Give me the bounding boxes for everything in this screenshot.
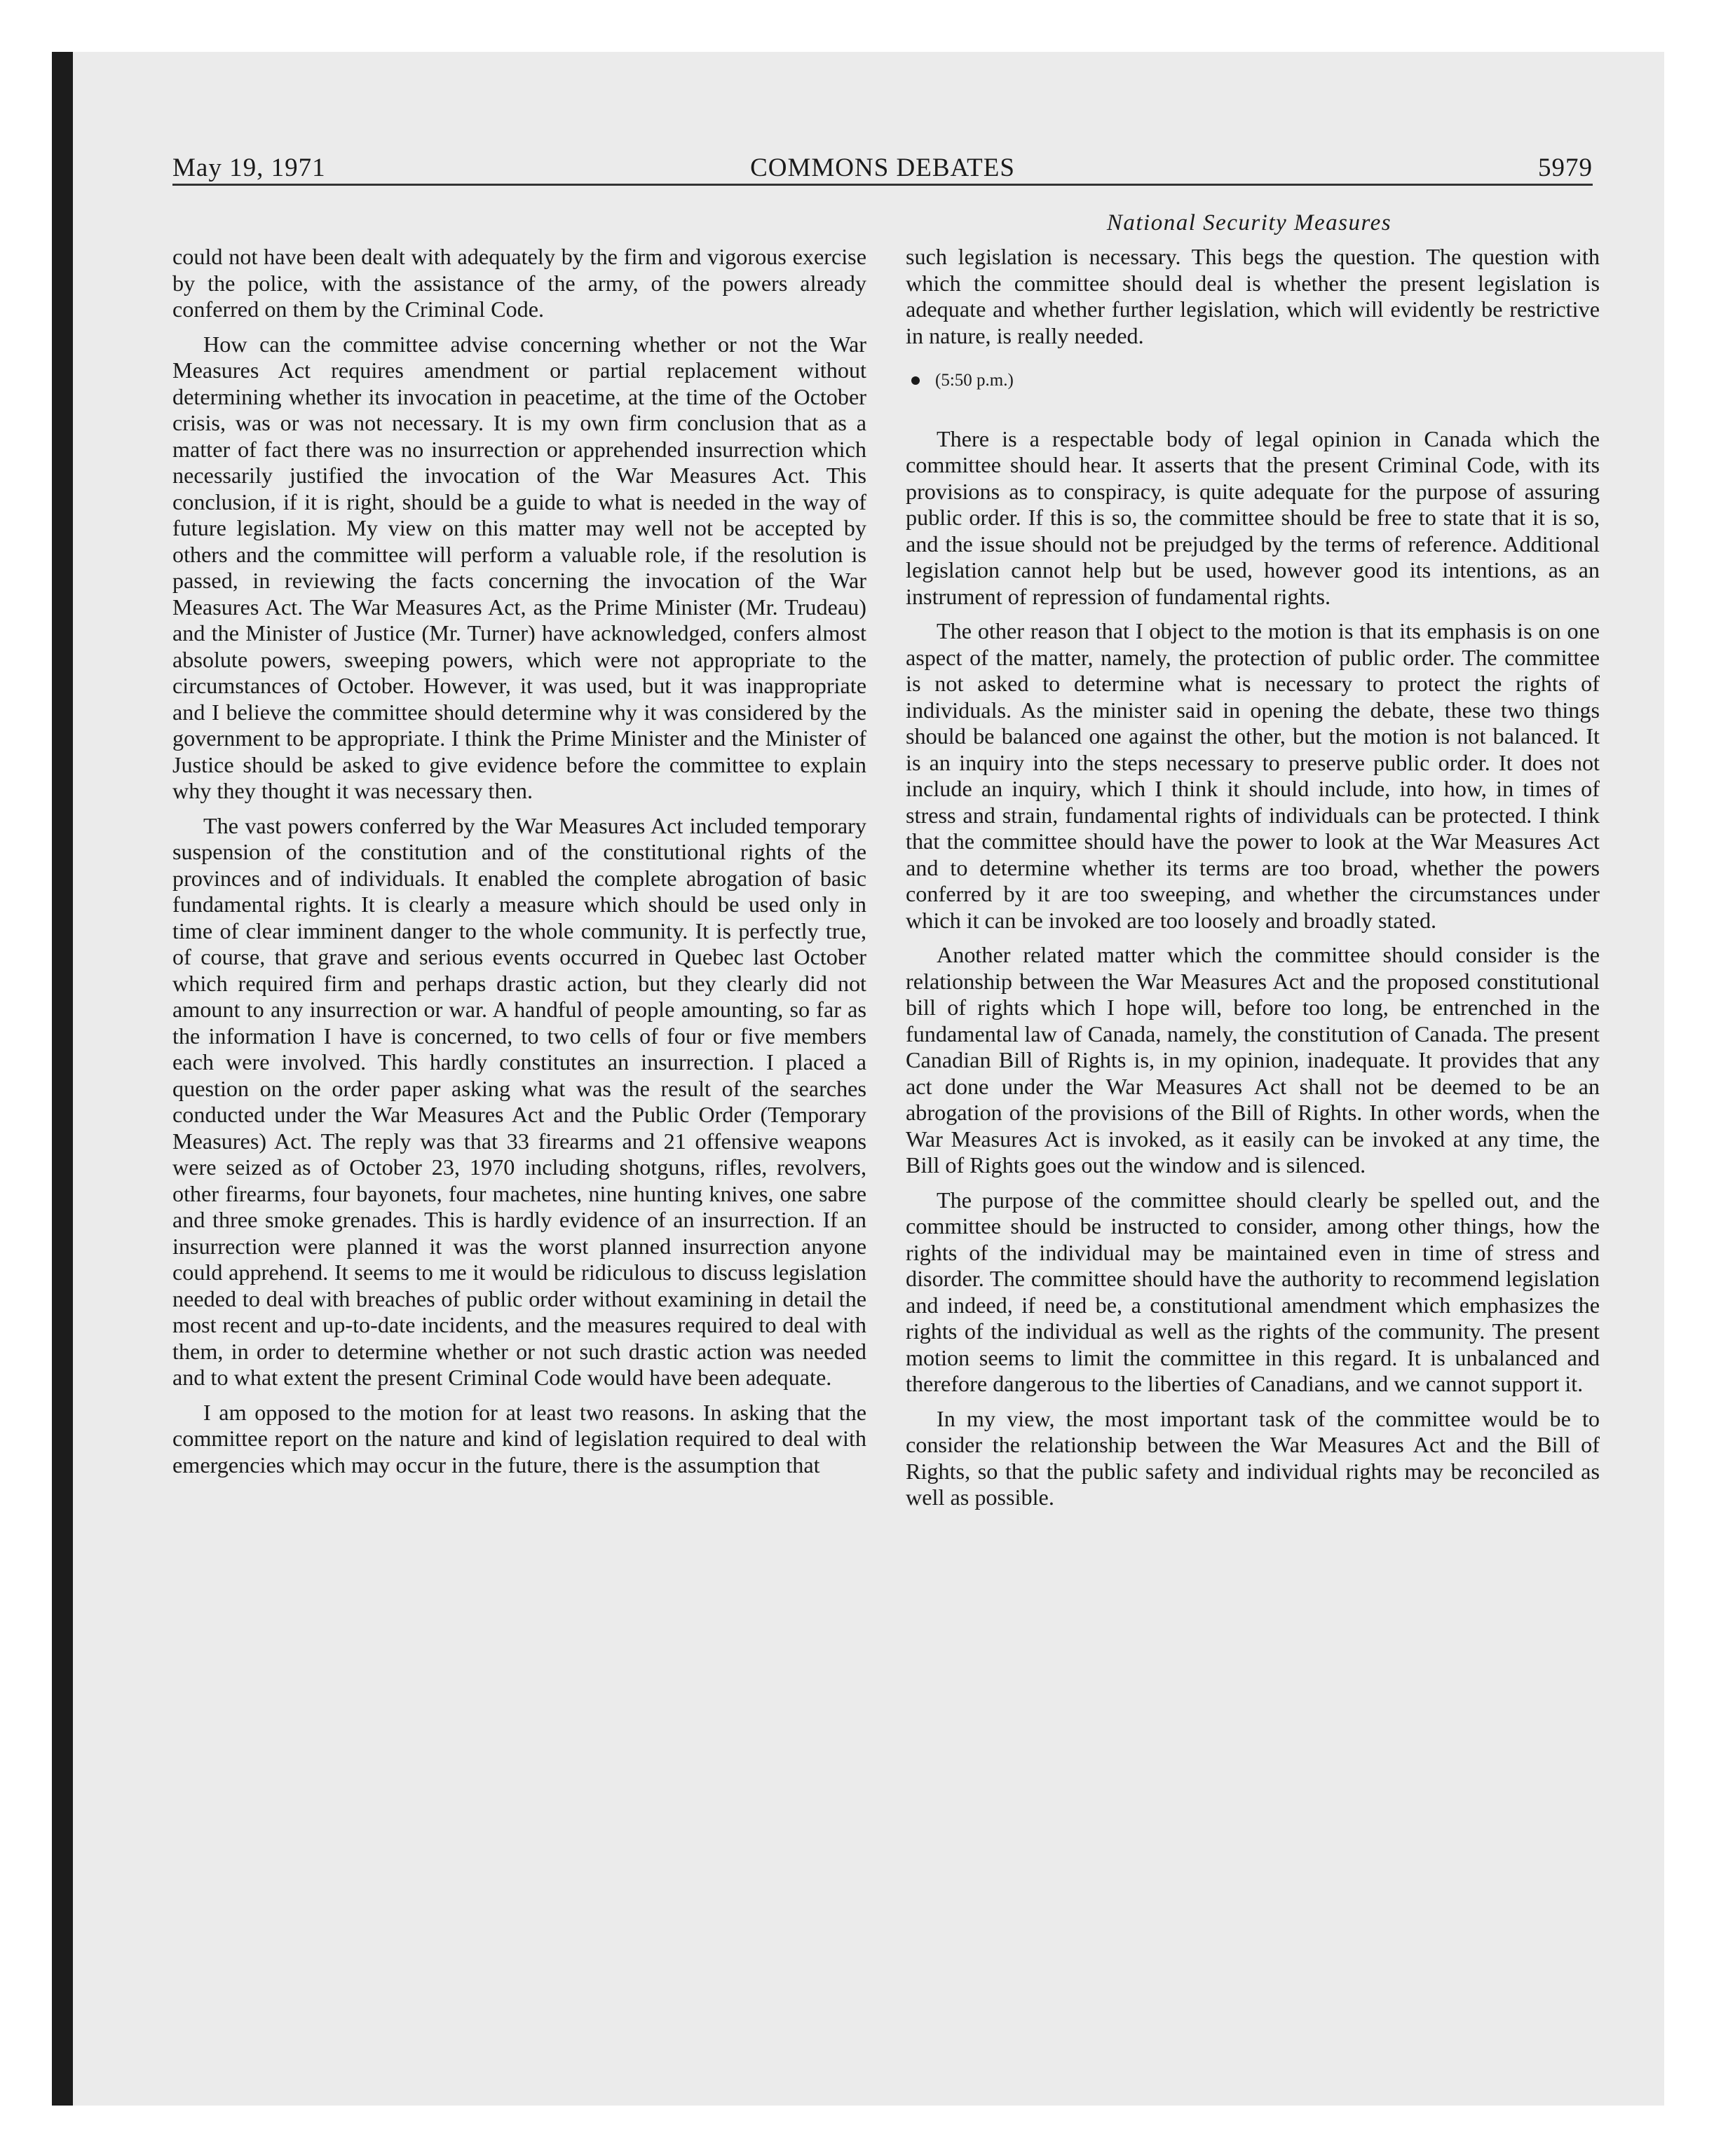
time-marker bbox=[906, 367, 1600, 394]
left-column bbox=[172, 244, 866, 1487]
section-heading: National Security Measures bbox=[1106, 210, 1392, 236]
paragraph: The vast powers conferred by the War Measures Act included temporary suspension of the constitution and of the constitutional rights of the provinces and of individuals. It enabled the complete abrogation of basic fundamental rights. It is clearly a measure which should be used only in time of clear imminent danger to the whole community. It is perfectly true, of course, that grave and serious events occurred in Quebec last October which required firm and perhaps drastic action, but they clearly did not amount to any insurrection or war. A handful of people amounting, so far as the information I have is concerned, to two cells of four or five members each were involved. This hardly constitutes an insurrection. I placed a question on the order paper asking what was the result of the searches conducted under the War Measures Act and the Public Order (Temporary Measures) Act. The reply was that 33 firearms and 21 offensive weapons were seized as of October 23, 1970 including shotguns, rifles, revolvers, other firearms, four bayonets, four machetes, nine hunting knives, one sabre and three smoke grenades. This is hardly evidence of an insurrection. If an insurrection were planned it was the worst planned insurrection anyone could apprehend. It seems to me it would be ridiculous to discuss legislation needed to deal with breaches of public order without examining in detail the most recent and up-to-date incidents, and the measures required to deal with them, in order to determine whether or not such drastic action was needed and to what extent the present Criminal Code would have been adequate. bbox=[172, 812, 866, 1390]
paragraph: The other reason that I object to the motion is that its emphasis is on one aspect of the matter, namely, the protection of public order. The committee is not asked to determine what is necessary to protect the rights of individuals. As the minister said in opening the debate, these two things should be balanced one against the other, but the motion is not balanced. It is an inquiry into the steps necessary to preserve public order. It does not include an inquiry, which I think it should include, into how, in times of stress and strain, fundamental rights of individuals can be protected. I think that the committee should have the power to look at the War Measures Act and to determine whether its terms are too broad, whether the powers conferred by it are too sweeping, and whether the circumstances under which it can be invoked are too loosely and broadly stated. bbox=[906, 618, 1600, 933]
page-header bbox=[172, 149, 1593, 186]
paragraph: In my view, the most important task of the committee would be to consider the relationship between the War Measures Act and the Bill of Rights, so that the public safety and individual rights may be reconciled as well as possible. bbox=[906, 1405, 1600, 1510]
right-column bbox=[906, 244, 1600, 1520]
header-date: May 19, 1971 bbox=[172, 153, 326, 182]
paragraph: could not have been dealt with adequately by the firm and vigorous exercise by the police, with the assistance of the army, of the powers already conferred on them by the Criminal Code. bbox=[172, 244, 866, 322]
header-page-number: 5979 bbox=[1538, 153, 1593, 182]
scan-edge bbox=[52, 52, 73, 2106]
paragraph: I am opposed to the motion for at least two reasons. In asking that the committee report on the nature and kind of legislation required to deal with emergencies which may occur in the future, there is the assumption that bbox=[172, 1399, 866, 1478]
paragraph: How can the committee advise concerning whether or not the War Measures Act requires amendment or partial replacement without determining whether its invocation in peacetime, at the time of the October crisis, was or was not necessary. It is my own firm conclusion that as a matter of fact there was no insurrection or apprehended insurrection which necessarily justified the invocation of the War Measures Act. This conclusion, if it is right, should be a guide to what is needed in the way of future legislation. My view on this matter may well not be accepted by others and the committee will perform a valuable role, if the resolution is passed, in reviewing the facts concerning the invocation of the War Measures Act. The War Measures Act, as the Prime Minister (Mr. Trudeau) and the Minister of Justice (Mr. Turner) have acknowledged, confers almost absolute powers, sweeping powers, which were not appropriate to the circumstances of October. However, it was used, but it was inappropriate and I believe the committee should determine why it was considered by the government to be appropriate. I think the Prime Minister and the Minister of Justice should be asked to give evidence before the committee to explain why they thought it was necessary then. bbox=[172, 331, 866, 803]
paragraph: such legislation is necessary. This begs the question. The question with which the committee should deal is whether the present legislation is adequate and whether further legislation, which will evidently be restrictive in nature, is really needed. bbox=[906, 244, 1600, 348]
paragraph: The purpose of the committee should clearly be spelled out, and the committee should be instructed to consider, among other things, how the rights of the individual may be maintained even in time of stress and disorder. The committee should have the authority to recommend legislation and indeed, if need be, a constitutional amendment which emphasizes the rights of the individual as well as the rights of the community. The present motion seems to limit the committee in this regard. It is unbalanced and therefore dangerous to the liberties of Canadians, and we cannot support it. bbox=[906, 1187, 1600, 1396]
bullet-icon bbox=[911, 376, 920, 385]
paragraph: Another related matter which the committee should consider is the relationship between the War Measures Act and the proposed constitutional bill of rights which I hope will, before too long, be entrenched in the fundamental law of Canada, namely, the constitution of Canada. The present Canadian Bill of Rights is, in my opinion, inadequate. It provides that any act done under the War Measures Act shall not be deemed to be an abrogation of the provisions of the Bill of Rights. In other words, when the War Measures Act is invoked, as it easily can be invoked at any time, the Bill of Rights goes out the window and is silenced. bbox=[906, 942, 1600, 1178]
paragraph: There is a respectable body of legal opinion in Canada which the committee should hear. It asserts that the present Criminal Code, with its provisions as to conspiracy, is quite adequate for the purpose of assuring public order. If this is so, the committee should be free to state that it is so, and the issue should not be prejudged by the terms of reference. Additional legislation cannot help but be used, however good its intentions, as an instrument of repression of fundamental rights. bbox=[906, 425, 1600, 609]
header-title: COMMONS DEBATES bbox=[750, 153, 1015, 182]
time-marker-text: (5:50 p.m.) bbox=[935, 371, 1014, 390]
